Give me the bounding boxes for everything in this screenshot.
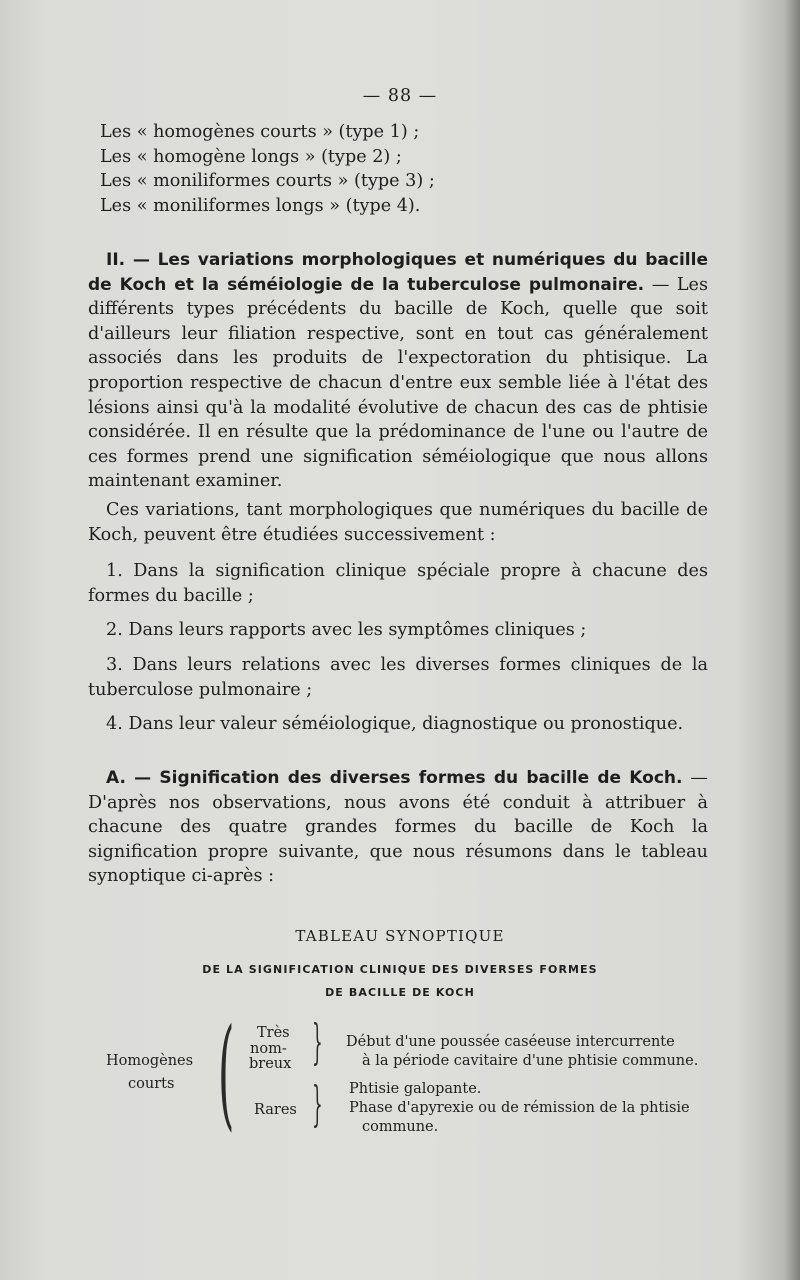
brace-row1: } [312, 1014, 323, 1070]
form-name: Homogènes [106, 1053, 194, 1069]
table-subtitle-2: DE BACILLE DE KOCH [325, 986, 475, 999]
type-line: Les « moniliformes courts » (type 3) ; [100, 171, 435, 192]
page-number: — 88 — [362, 86, 438, 106]
row2-signification-2: Phase d'apyrexie ou de rémission de la phtisie [349, 1100, 690, 1116]
enumeration [88, 559, 708, 737]
table-title: TABLEAU SYNOPTIQUE [295, 927, 505, 945]
row2-signification-1: Phtisie galopante. [349, 1081, 482, 1097]
row1-quantity-2: nom- [250, 1041, 287, 1057]
enum-item: 3. Dans leurs relations avec les diverses formes cliniques de la tuberculose pulmonaire ; [88, 654, 708, 700]
section-a [88, 766, 708, 889]
row1-signification-1: Début d'une poussée caséeuse intercurrente [346, 1034, 675, 1050]
section-a-body: — D'après nos observations, nous avons été conduit à attribuer à chacune des quatre grandes formes du bacille de Koch la signification propre suivante, que nous résumons dans le tableau synoptique ci-après : [88, 768, 708, 887]
row1-quantity-1: Très [257, 1025, 290, 1041]
types-list [100, 120, 720, 218]
brace-row2: } [312, 1076, 323, 1132]
row1-signification-2: à la période cavitaire d'une phtisie commune. [362, 1053, 699, 1069]
section-a-heading: A. — Signification des diverses formes du bacille de Koch. [106, 768, 683, 788]
type-line: Les « moniliformes longs » (type 4). [100, 195, 421, 216]
form-name-2: courts [128, 1076, 175, 1092]
section-2-paragraph [88, 248, 708, 494]
enum-item: 1. Dans la signification clinique spéciale propre à chacune des formes du bacille ; [88, 561, 708, 606]
section-2-para2: Ces variations, tant morphologiques que numériques du bacille de Koch, peuvent être étudiées successivement : [88, 499, 708, 545]
row2-signification-3: commune. [362, 1119, 439, 1135]
enum-item: 4. Dans leur valeur séméiologique, diagnostique ou pronostique. [106, 714, 684, 735]
type-line: Les « homogène longs » (type 2) ; [100, 146, 402, 167]
table-subtitle-1: DE LA SIGNIFICATION CLINIQUE DES DIVERSES FORMES [202, 963, 598, 976]
row1-quantity-3: breux [249, 1056, 292, 1072]
section-a-paragraph [88, 766, 708, 889]
type-line: Les « homogènes courts » (type 1) ; [100, 122, 420, 142]
section-2 [88, 248, 708, 747]
section-2-heading: II. — Les variations morphologiques et numériques du bacille de Koch et la séméiologie de la tuberculose pulmonaire. [88, 250, 708, 295]
row2-quantity: Rares [254, 1102, 297, 1118]
enum-item: 2. Dans leurs rapports avec les symptômes cliniques ; [106, 620, 587, 641]
left-brace: ( [218, 1004, 235, 1143]
section-2-body: — Les différents types précédents du bacille de Koch, quelle que soit d'ailleurs leur filiation respective, sont en tout cas généralement associés dans les produits de l'expectoration du phtisique. La proportion respective de chacun d'entre eux semble liée à l'état des lésions ainsi qu'à la modalité évolutive de chacun des cas de phtisie considérée. Il en résulte que la prédominance de l'une ou l'autre de ces formes prend une signification séméiologique que nous allons maintenant examiner. [88, 274, 708, 492]
